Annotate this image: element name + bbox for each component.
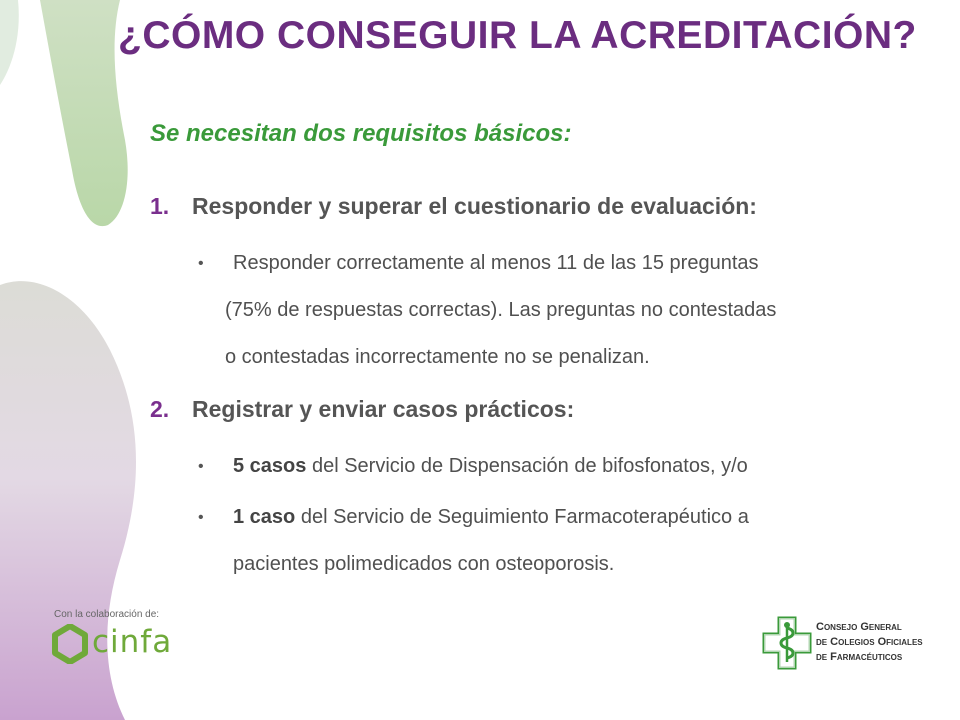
bullet-line: Responder correctamente al menos 11 de las 15 preguntas xyxy=(233,252,759,274)
requirement-number: 1. xyxy=(150,193,170,219)
bullet-text xyxy=(198,443,918,490)
collaboration-label: Con la colaboración de: xyxy=(54,609,160,620)
bullet-text xyxy=(198,494,918,588)
bullet-rest: del Servicio de Seguimiento Farmacoterapéutico a xyxy=(300,506,749,528)
requirement-1-heading xyxy=(150,193,757,220)
bullet-line: o contestadas incorrectamente no se penalizan. xyxy=(225,346,650,368)
cinfa-wordmark: cinfa xyxy=(92,624,173,660)
bullet-item xyxy=(198,443,918,490)
consejo-logo xyxy=(762,616,942,672)
bullet-line xyxy=(233,443,918,490)
bullet-dot-icon: • xyxy=(198,509,204,526)
bullet-item xyxy=(198,240,918,381)
subtitle: Se necesitan dos requisitos básicos: xyxy=(150,120,572,147)
requirement-heading-text: Responder y superar el cuestionario de evaluación: xyxy=(192,193,757,219)
consejo-line: de Farmacéuticos xyxy=(816,651,903,663)
pharmacy-cross-icon xyxy=(762,616,812,670)
page-title: ¿CÓMO CONSEGUIR LA ACREDITACIÓN? xyxy=(118,14,917,57)
bullet-text xyxy=(198,240,918,381)
consejo-name xyxy=(816,620,923,665)
bullet-dot-icon: • xyxy=(198,458,204,475)
requirement-number: 2. xyxy=(150,396,170,422)
bullet-line: pacientes polimedicados con osteoporosis. xyxy=(233,553,615,575)
consejo-line: Consejo General xyxy=(816,621,902,633)
consejo-line: de Colegios Oficiales xyxy=(816,636,923,648)
bullet-line xyxy=(233,494,918,541)
bullet-rest: del Servicio de Dispensación de bifosfonatos, y/o xyxy=(311,455,748,477)
bullet-item xyxy=(198,494,918,588)
requirement-heading-text: Registrar y enviar casos prácticos: xyxy=(192,396,575,422)
bullet-line: (75% de respuestas correctas). Las preguntas no contestadas xyxy=(225,299,777,321)
bullet-bold: 1 caso xyxy=(233,506,296,528)
cinfa-logo xyxy=(52,622,172,672)
cinfa-hexagon-icon xyxy=(52,624,88,664)
requirement-2-heading xyxy=(150,396,574,423)
bullet-dot-icon: • xyxy=(198,255,204,272)
bullet-bold: 5 casos xyxy=(233,455,307,477)
